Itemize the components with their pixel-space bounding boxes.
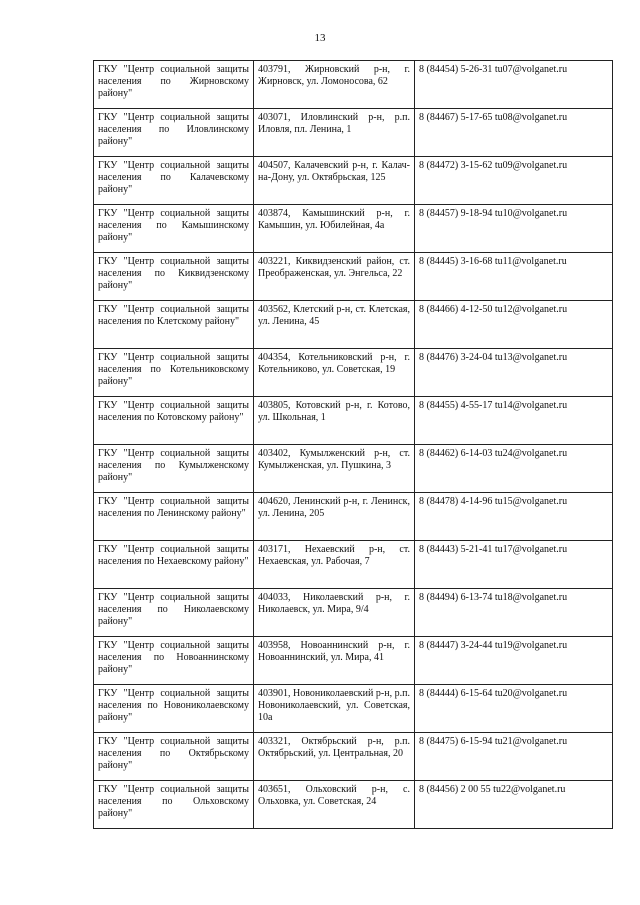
table-row bbox=[94, 781, 613, 829]
address-cell: 403901, Новониколаевский р-н, р.п. Новониколаевский, ул. Советская, 10а bbox=[254, 685, 415, 733]
contact-cell: 8 (84457) 9-18-94 tu10@volganet.ru bbox=[415, 205, 613, 253]
address-cell: 403402, Кумылженский р-н, ст. Кумылженская, ул. Пушкина, 3 bbox=[254, 445, 415, 493]
address-cell: 404507, Калачевский р-н, г. Калач-на-Дону, ул. Октябрьская, 125 bbox=[254, 157, 415, 205]
agency-name-cell: ГКУ "Центр социальной защиты населения по Новоаннинскому району" bbox=[94, 637, 254, 685]
agency-name-cell: ГКУ "Центр социальной защиты населения по Котельниковскому району" bbox=[94, 349, 254, 397]
address-cell: 403171, Нехаевский р-н, ст. Нехаевская, ул. Рабочая, 7 bbox=[254, 541, 415, 589]
table-row bbox=[94, 445, 613, 493]
contact-cell: 8 (84454) 5-26-31 tu07@volganet.ru bbox=[415, 61, 613, 109]
table-row bbox=[94, 301, 613, 349]
table-row bbox=[94, 637, 613, 685]
table-row bbox=[94, 205, 613, 253]
agency-name-cell: ГКУ "Центр социальной защиты населения по Калачевскому району" bbox=[94, 157, 254, 205]
contact-cell: 8 (84476) 3-24-04 tu13@volganet.ru bbox=[415, 349, 613, 397]
table-row bbox=[94, 685, 613, 733]
contact-cell: 8 (84462) 6-14-03 tu24@volganet.ru bbox=[415, 445, 613, 493]
agency-name-cell: ГКУ "Центр социальной защиты населения по Жирновскому району" bbox=[94, 61, 254, 109]
address-cell: 403071, Иловлинский р-н, р.п. Иловля, пл. Ленина, 1 bbox=[254, 109, 415, 157]
agency-name-cell: ГКУ "Центр социальной защиты населения по Камышинскому району" bbox=[94, 205, 254, 253]
contact-cell: 8 (84455) 4-55-17 tu14@volganet.ru bbox=[415, 397, 613, 445]
address-cell: 404620, Ленинский р-н, г. Ленинск, ул. Ленина, 205 bbox=[254, 493, 415, 541]
agency-name-cell: ГКУ "Центр социальной защиты населения по Нехаевскому району" bbox=[94, 541, 254, 589]
agency-name-cell: ГКУ "Центр социальной защиты населения по Ленинскому району" bbox=[94, 493, 254, 541]
agency-name-cell: ГКУ "Центр социальной защиты населения по Кумылженскому району" bbox=[94, 445, 254, 493]
contact-cell: 8 (84466) 4-12-50 tu12@volganet.ru bbox=[415, 301, 613, 349]
table-row bbox=[94, 157, 613, 205]
table-row bbox=[94, 493, 613, 541]
address-cell: 403805, Котовский р-н, г. Котово, ул. Школьная, 1 bbox=[254, 397, 415, 445]
agency-name-cell: ГКУ "Центр социальной защиты населения по Клетскому району" bbox=[94, 301, 254, 349]
address-cell: 403221, Киквидзенский район, ст. Преображенская, ул. Энгельса, 22 bbox=[254, 253, 415, 301]
address-cell: 403874, Камышинский р-н, г. Камышин, ул. Юбилейная, 4а bbox=[254, 205, 415, 253]
contact-cell: 8 (84494) 6-13-74 tu18@volganet.ru bbox=[415, 589, 613, 637]
table-row bbox=[94, 589, 613, 637]
agency-name-cell: ГКУ "Центр социальной защиты населения по Киквидзенскому району" bbox=[94, 253, 254, 301]
contact-cell: 8 (84443) 5-21-41 tu17@volganet.ru bbox=[415, 541, 613, 589]
agency-name-cell: ГКУ "Центр социальной защиты населения по Ольховскому району" bbox=[94, 781, 254, 829]
address-cell: 403791, Жирновский р-н, г. Жирновск, ул. Ломоносова, 62 bbox=[254, 61, 415, 109]
agencies-table bbox=[93, 60, 613, 829]
contact-cell: 8 (84472) 3-15-62 tu09@volganet.ru bbox=[415, 157, 613, 205]
agencies-table-body bbox=[94, 61, 613, 829]
table-row bbox=[94, 733, 613, 781]
table-row bbox=[94, 109, 613, 157]
contact-cell: 8 (84467) 5-17-65 tu08@volganet.ru bbox=[415, 109, 613, 157]
table-row bbox=[94, 61, 613, 109]
contact-cell: 8 (84456) 2 00 55 tu22@volganet.ru bbox=[415, 781, 613, 829]
table-row bbox=[94, 541, 613, 589]
address-cell: 403958, Новоаннинский р-н, г. Новоаннинский, ул. Мира, 41 bbox=[254, 637, 415, 685]
page-number: 13 bbox=[314, 32, 326, 44]
contact-cell: 8 (84447) 3-24-44 tu19@volganet.ru bbox=[415, 637, 613, 685]
agency-name-cell: ГКУ "Центр социальной защиты населения по Иловлинскому району" bbox=[94, 109, 254, 157]
table-row bbox=[94, 349, 613, 397]
address-cell: 404033, Николаевский р-н, г. Николаевск, ул. Мира, 9/4 bbox=[254, 589, 415, 637]
contact-cell: 8 (84444) 6-15-64 tu20@volganet.ru bbox=[415, 685, 613, 733]
contact-cell: 8 (84478) 4-14-96 tu15@volganet.ru bbox=[415, 493, 613, 541]
table-row bbox=[94, 253, 613, 301]
table-row bbox=[94, 397, 613, 445]
address-cell: 403321, Октябрьский р-н, р.п. Октябрьский, ул. Центральная, 20 bbox=[254, 733, 415, 781]
agency-name-cell: ГКУ "Центр социальной защиты населения по Николаевскому району" bbox=[94, 589, 254, 637]
address-cell: 403562, Клетский р-н, ст. Клетская, ул. Ленина, 45 bbox=[254, 301, 415, 349]
contact-cell: 8 (84445) 3-16-68 tu11@volganet.ru bbox=[415, 253, 613, 301]
address-cell: 404354, Котельниковский р-н, г. Котельниково, ул. Советская, 19 bbox=[254, 349, 415, 397]
address-cell: 403651, Ольховский р-н, с. Ольховка, ул. Советская, 24 bbox=[254, 781, 415, 829]
agency-name-cell: ГКУ "Центр социальной защиты населения по Октябрьскому району" bbox=[94, 733, 254, 781]
agency-name-cell: ГКУ "Центр социальной защиты населения по Новониколаевскому району" bbox=[94, 685, 254, 733]
contact-cell: 8 (84475) 6-15-94 tu21@volganet.ru bbox=[415, 733, 613, 781]
agency-name-cell: ГКУ "Центр социальной защиты населения по Котовскому району" bbox=[94, 397, 254, 445]
